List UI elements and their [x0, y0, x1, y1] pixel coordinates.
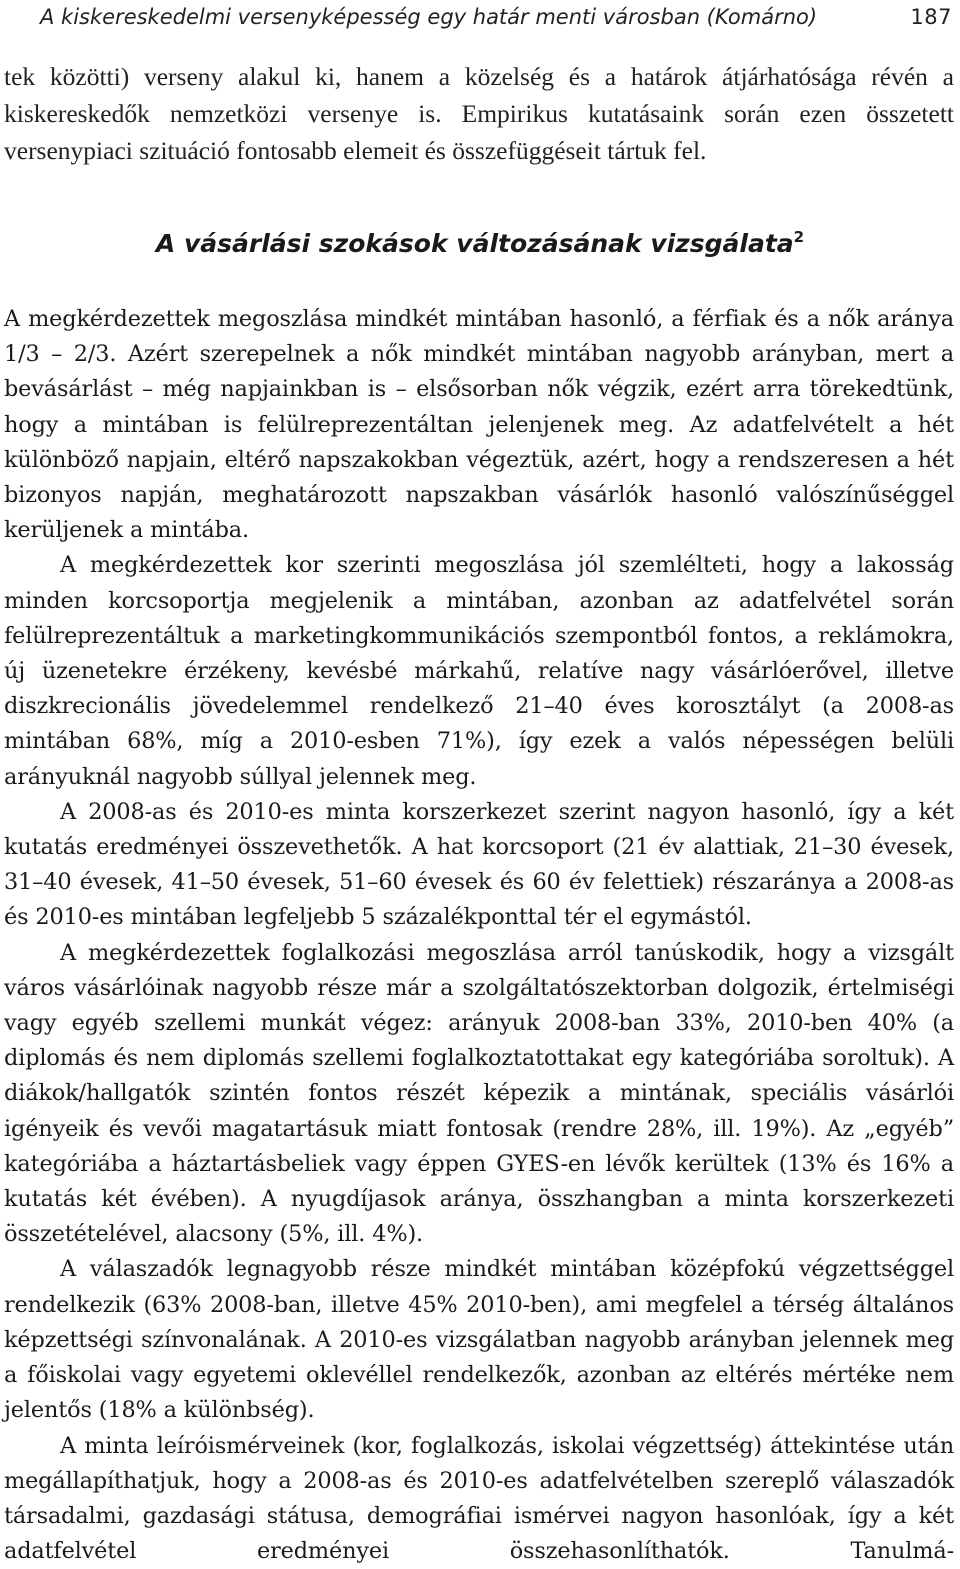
footnote-marker: 2 [794, 228, 804, 246]
body-text [4, 302, 954, 1569]
paragraph: A megkérdezettek megoszlása mindkét mintában hasonló, a férfiak és a nők aránya 1/3 – 2/3. Azért szerepelnek a nők mindkét mintában nagyobb arányban, mert a bevásárlást – még napjainkban is – elsősorban nők végzik, ezért arra törekedtünk, hogy a mintában is felülreprezentáltan jelenjenek meg. Az adatfelvételt a hét különböző napjain, eltérő napszakokban végeztük, azért, hogy a rendszeresen a hét bizonyos napján, meghatározott napszakban vásárlók hasonló valószínűséggel kerüljenek a mintába. [4, 302, 954, 548]
paragraph: A 2008-as és 2010-es minta korszerkezet szerint nagyon hasonló, így a két kutatás eredményei összevethetők. A hat korcsoport (21 év alattiak, 21–30 évesek, 31–40 évesek, 41–50 évesek, 51–60 évesek és 60 év felettiek) részaránya a 2008-as és 2010-es mintában legfeljebb 5 százalékponttal tér el egymástól. [4, 795, 954, 936]
paragraph: A megkérdezettek foglalkozási megoszlása arról tanúskodik, hogy a vizsgált város vásárlóinak nagyobb része már a szolgáltatószektorban dolgozik, értelmiségi vagy egyéb szellemi munkát végez: arányuk 2008-ban 33%, 2010-ben 40% (a diplomás és nem diplomás szellemi foglalkoztatottakat egy kategóriába soroltuk). A diákok/hallgatók szintén fontos részét képezik a mintának, speciális vásárlói igényeik és vevői magatartásuk miatt fontosak (rendre 28%, ill. 19%). Az „egyéb” kategóriába a háztartásbeliek vagy éppen GYES-en lévők kerültek (13% és 16% a kutatás két évében). A nyugdíjasok aránya, összhangban a minta korszerkezeti összetételével, alacsony (5%, ill. 4%). [4, 936, 954, 1253]
page-number: 187 [910, 5, 952, 29]
running-title: A kiskereskedelmi versenyképesség egy határ menti városban (Komárno) [40, 5, 817, 29]
running-header [40, 2, 952, 32]
paragraph: A megkérdezettek kor szerinti megoszlása jól szemlélteti, hogy a lakosság minden korcsoportja megjelenik a mintában, azonban az adatfelvétel során felülreprezentáltuk a marketingkommunikációs szempontból fontos, a reklámokra, új üzenetekre érzékeny, kevésbé márkahű, relatíve nagy vásárlóerővel, illetve diszkrecionális jövedelemmel rendelkező 21–40 éves korosztályt (a 2008-as mintában 68%, míg a 2010-esben 71%), így ezek a valós népességen belüli arányuknál nagyobb súllyal jelennek meg. [4, 548, 954, 794]
intro-paragraph-block [4, 58, 954, 170]
paragraph: A minta leíróismérveinek (kor, foglalkozás, iskolai végzettség) áttekintése után megállapíthatjuk, hogy a 2008-as és 2010-es adatfelvételben szereplő válaszadók társadalmi, gazdasági státusa, demográfiai ismérvei nagyon hasonlóak, így a két adatfelvétel eredményei összehasonlíthatók. Tanulmá- [4, 1429, 954, 1569]
intro-paragraph: tek közötti) verseny alakul ki, hanem a közelség és a határok átjárhatósága révén a kiskereskedők nemzetközi versenye is. Empirikus kutatásaink során ezen összetett versenypiaci szituáció fontosabb elemeit és összefüggéseit tártuk fel. [4, 58, 954, 170]
paragraph: A válaszadók legnagyobb része mindkét mintában középfokú végzettséggel rendelkezik (63% 2008-ban, illetve 45% 2010-ben), ami megfelel a térség általános képzettségi színvonalának. A 2010-es vizsgálatban nagyobb arányban jelennek meg a főiskolai vagy egyetemi oklevéllel rendelkezők, azonban az eltérés mértéke nem jelentős (18% a különbség). [4, 1252, 954, 1428]
section-heading [0, 228, 960, 258]
section-title-text: A vásárlási szokások változásának vizsgálata [156, 229, 794, 258]
